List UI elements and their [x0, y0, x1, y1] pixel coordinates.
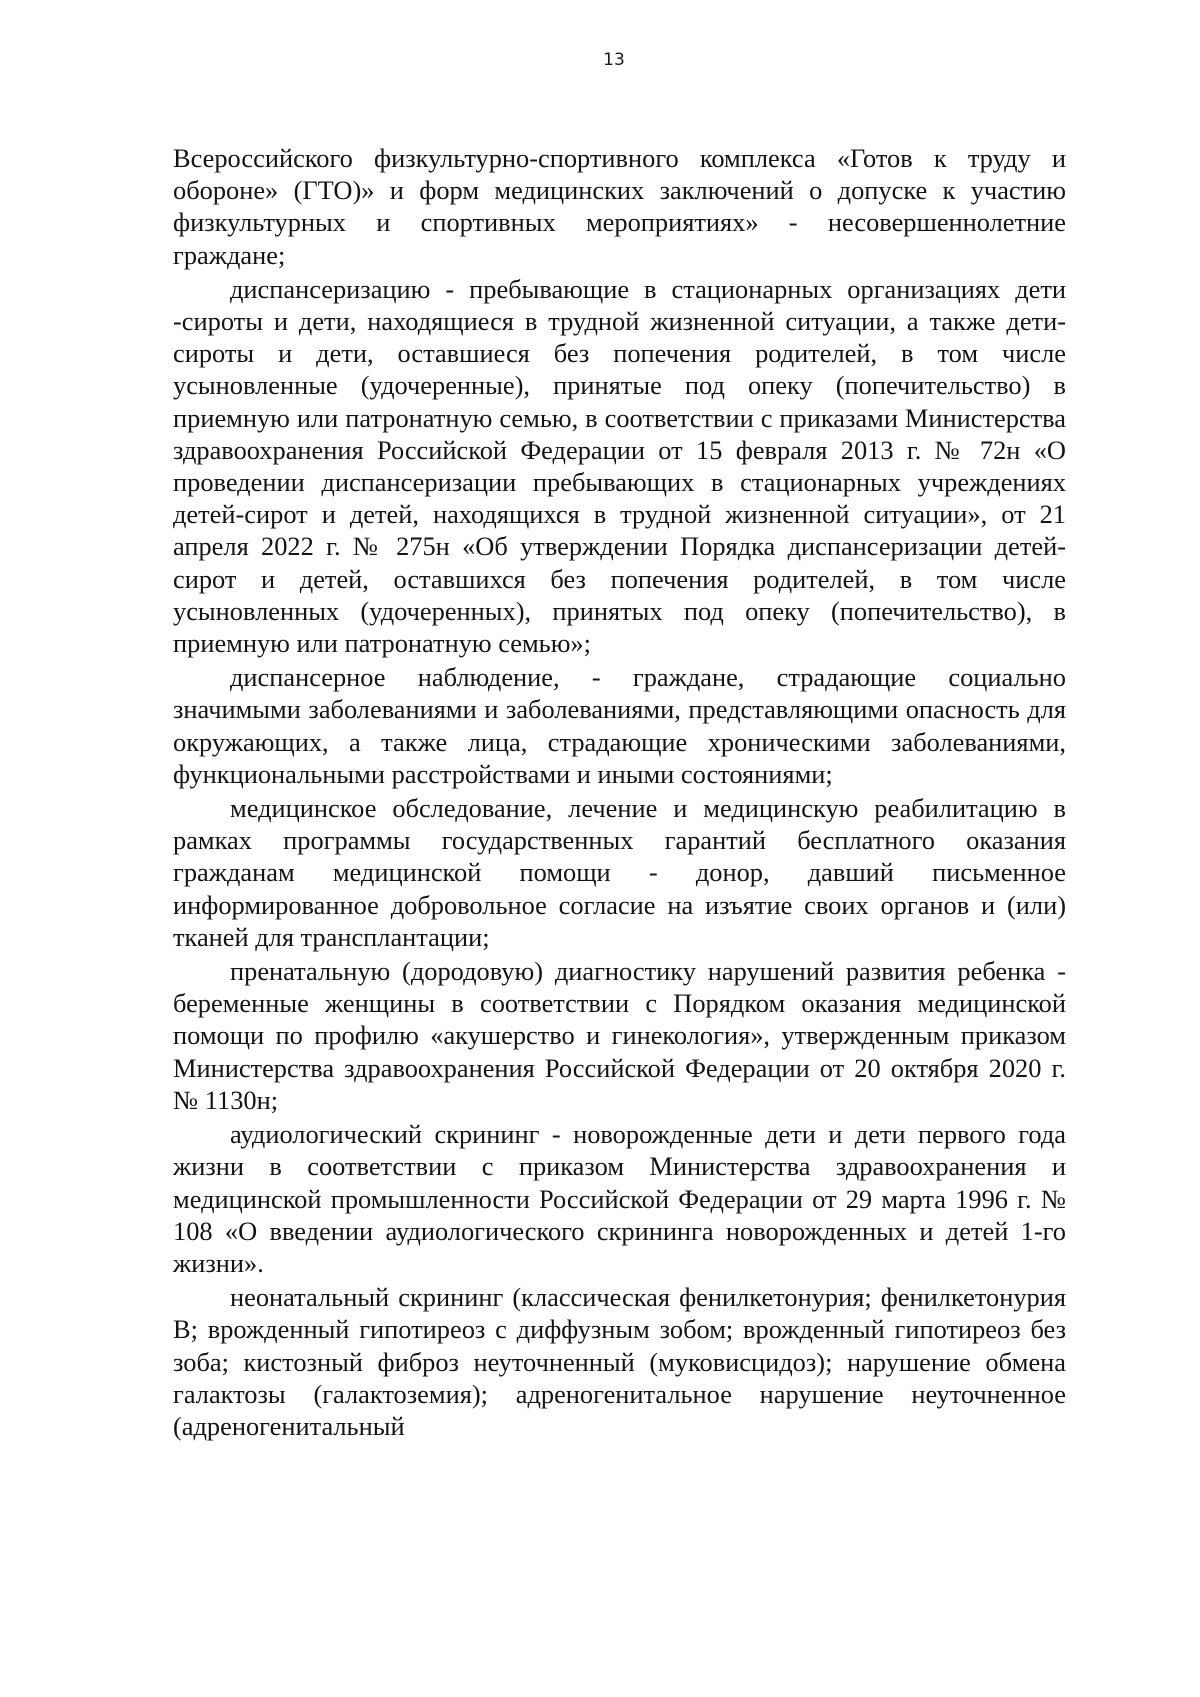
document-body	[173, 142, 1066, 1444]
paragraph-gto-continuation: Всероссийского физкультурно-спортивного комплекса «Готов к труду и обороне» (ГТО)» и форм медицинских заключений о допуске к участию физкультурных и спортивных мероприятиях» - несовершеннолетние граждане;	[173, 143, 1066, 270]
paragraph-dispansernoe-nablyudenie: диспансерное наблюдение, - граждане, страдающие социально значимыми заболеваниями и заболеваниями, представляющими опасность для окружающих, а также лица, страдающие хроническими заболеваниями, функциональными расстройствами и иными состояниями;	[173, 662, 1066, 789]
paragraph-dispanserizatsiya: диспансеризацию - пребывающие в стационарных организациях дети -сироты и дети, находящиеся в трудной жизненной ситуации, а также дети-сироты и дети, оставшиеся без попечения родителей, в том числе усыновленные (удочеренные), принятые под опеку (попечительство) в приемную или патронатную семью, в соответствии с приказами Министерства здравоохранения Российской Федерации от 15 февраля 2013 г. № 72н «О проведении диспансеризации пребывающих в стационарных учреждениях детей-сирот и детей, находящихся в трудной жизненной ситуации», от 21 апреля 2022 г. № 275н «Об утверждении Порядка диспансеризации детей-сирот и детей, оставшихся без попечения родителей, в том числе усыновленных (удочеренных), принятых под опеку (попечительство), в приемную или патронатную семью»;	[173, 273, 1066, 659]
paragraph-prenatal-diagnostics: пренатальную (дородовую) диагностику нарушений развития ребенка - беременные женщины в соответствии с Порядком оказания медицинской помощи по профилю «акушерство и гинекология», утвержденным приказом Министерства здравоохранения Российской Федерации от 20 октября 2020 г. № 1130н;	[173, 956, 1066, 1115]
paragraph-donor-rehabilitation: медицинское обследование, лечение и медицинскую реабилитацию в рамках программы государственных гарантий бесплатного оказания гражданам медицинской помощи - донор, давший письменное информированное добровольное согласие на изъятие своих органов и (или) тканей для трансплантации;	[173, 793, 1066, 952]
paragraph-audiology-screening: аудиологический скрининг - новорожденные дети и дети первого года жизни в соответствии с приказом Министерства здравоохранения и медицинской промышленности Российской Федерации от 29 марта 1996 г. № 108 «О введении аудиологического скрининга новорожденных и детей 1-го жизни».	[173, 1119, 1066, 1278]
page-number: 13	[603, 50, 625, 70]
paragraph-neonatal-screening: неонатальный скрининг (классическая фенилкетонурия; фенилкетонурия В; врожденный гипотиреоз с диффузным зобом; врожденный гипотиреоз без зоба; кистозный фиброз неуточненный (муковисцидоз); нарушение обмена галактозы (галактоземия); адреногенитальное нарушение неуточненное (адреногенитальный	[173, 1282, 1066, 1441]
